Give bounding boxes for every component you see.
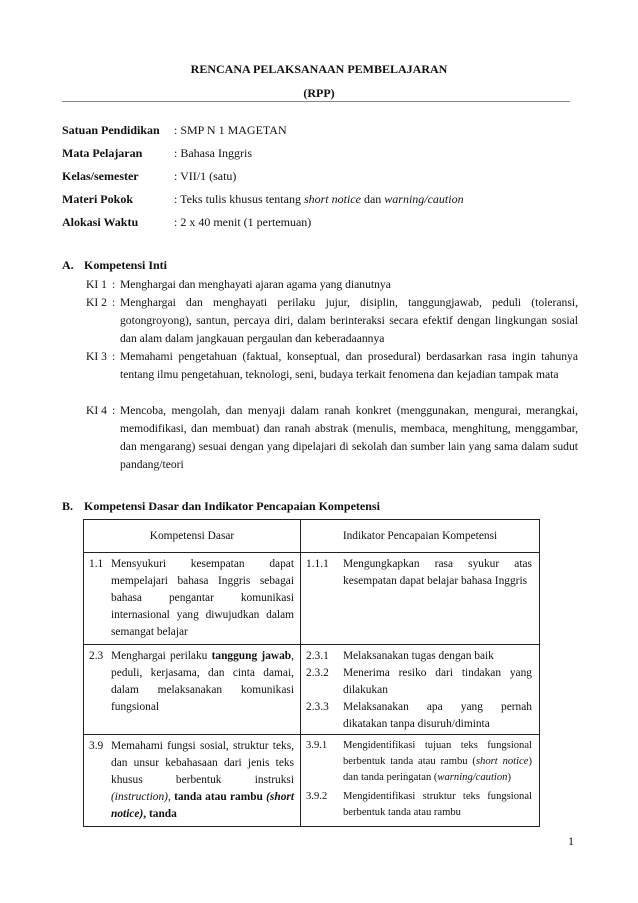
table-header-row: [84, 520, 540, 553]
identity-label: Mata Pelajaran: [62, 146, 143, 160]
identity-label: Kelas/semester: [62, 169, 139, 183]
indicator-cell: [301, 735, 540, 827]
title-divider: [62, 101, 570, 102]
ki-item: KI 2 : Menghargai dan menghayati perilaku jujur, disiplin, tanggungjawab, peduli (toleransi, gotongroyong), santun, percaya diri, dalam berinteraksi secara efektif dengan lingkungan sosial dan alam dalam jangkauan pergaulan dan keberadaannya: [86, 294, 578, 348]
ki-code: KI 3: [86, 350, 107, 363]
kd-cell: [84, 735, 301, 827]
ki-item: KI 3 : Memahami pengetahuan (faktual, konseptual, dan prosedural) berdasarkan rasa ingin tahunya tentang ilmu pengetahuan, teknologi, seni, budaya terkait fenomena dan kejadian tampak mata: [86, 348, 578, 384]
kd-number: 3.9: [89, 740, 104, 752]
identity-value: : SMP N 1 MAGETAN: [174, 123, 287, 137]
kd-text: Menghargai perilaku tanggung jawab, peduli, kerjasama, dan cinta damai, dalam melaksanakan komunikasi fungsional: [111, 650, 294, 713]
table-row: [84, 553, 540, 645]
section-b-heading: B. Kompetensi Dasar dan Indikator Pencapaian Kompetensi: [62, 499, 380, 513]
kd-text: Memahami fungsi sosial, struktur teks, dan unsur kebahasaan dari jenis teks khusus berbentuk instruksi (instruction), tanda atau rambu (short notice), tanda: [111, 740, 294, 820]
identity-value: : Teks tulis khusus tentang short notice dan warning/caution: [174, 192, 464, 206]
indicator-number: 3.9.1: [306, 740, 328, 751]
ki-item: KI 4 : Mencoba, mengolah, dan menyaji dalam ranah konkret (menggunakan, mengurai, merangkai, memodifikasi, dan membuat) dan ranah abstrak (menulis, membaca, menghitung, menggambar, dan mengarang) sesuai dengan yang dipelajari di sekolah dan sumber lain yang sama dalam sudut pandang/teori: [86, 402, 578, 474]
identity-value: : Bahasa Inggris: [174, 146, 252, 160]
indicator-text: Mengidentifikasi tujuan teks fungsional berbentuk tanda atau rambu (short notice) dan tanda peringatan (warning/caution): [343, 740, 532, 783]
identity-label: Satuan Pendidikan: [62, 123, 160, 137]
indicator-text: Menerima resiko dari tindakan yang dilakukan: [343, 667, 532, 696]
indicator-number: 3.9.2: [306, 791, 328, 802]
table-row: [84, 645, 540, 735]
ki-code: KI 2: [86, 296, 107, 309]
ki-text: Memahami pengetahuan (faktual, konseptual, dan prosedural) berdasarkan rasa ingin tahunya tentang ilmu pengetahuan, teknologi, seni, budaya terkait fenomena dan kejadian tampak mata: [120, 350, 578, 381]
indicator-cell: [301, 553, 540, 645]
indicator-cell: [301, 645, 540, 735]
table-row: [84, 735, 540, 827]
column-header-indicator: Indikator Pencapaian Kompetensi: [301, 520, 540, 553]
indicator-number: 2.3.3: [306, 701, 329, 713]
ki-text: Mencoba, mengolah, dan menyaji dalam ranah konkret (menggunakan, mengurai, merangkai, memodifikasi, dan membuat) dan ranah abstrak (menulis, membaca, menghitung, menggambar, dan mengarang) sesuai dengan yang dipelajari di sekolah dan sumber lain yang sama dalam sudut pandang/teori: [120, 404, 578, 471]
indicator-number: 2.3.2: [306, 667, 329, 679]
kd-number: 2.3: [89, 650, 104, 662]
page-number: 1: [568, 834, 574, 848]
indicator-text: Melaksanakan tugas dengan baik: [343, 650, 494, 662]
document-title: RENCANA PELAKSANAAN PEMBELAJARAN: [190, 62, 448, 76]
indicator-number: 2.3.1: [306, 650, 329, 662]
kd-cell: [84, 553, 301, 645]
competency-table: [83, 519, 540, 827]
kd-text: Mensyukuri kesempatan dapat mempelajari bahasa Inggris sebagai bahasa pengantar komunikasi internasional yang diwujudkan dalam semangat belajar: [111, 558, 294, 638]
indicator-text: Mengungkapkan rasa syukur atas kesempatan dapat belajar bahasa Inggris: [343, 558, 532, 587]
kd-cell: [84, 645, 301, 735]
column-header-kd: Kompetensi Dasar: [84, 520, 301, 553]
indicator-text: Mengidentifikasi struktur teks fungsional berbentuk tanda atau rambu: [343, 791, 532, 818]
kd-number: 1.1: [89, 558, 104, 570]
identity-value: : VII/1 (satu): [174, 169, 237, 183]
ki-code: KI 1: [86, 278, 107, 291]
indicator-text: Melaksanakan apa yang pernah dikatakan tanpa disuruh/diminta: [343, 701, 532, 730]
ki-code: KI 4: [86, 404, 107, 417]
section-a-heading: A. Kompetensi Inti: [62, 258, 168, 272]
indicator-number: 1.1.1: [306, 558, 329, 570]
identity-value: : 2 x 40 menit (1 pertemuan): [174, 215, 312, 229]
identity-label: Alokasi Waktu: [62, 215, 139, 229]
ki-text: Menghargai dan menghayati ajaran agama yang dianutnya: [120, 278, 391, 291]
ki-item: KI 1 : Menghargai dan menghayati ajaran agama yang dianutnya: [86, 276, 578, 294]
identity-label: Materi Pokok: [62, 192, 133, 206]
document-subtitle: (RPP): [303, 86, 335, 100]
ki-text: Menghargai dan menghayati perilaku jujur, disiplin, tanggungjawab, peduli (toleransi, gotongroyong), santun, percaya diri, dalam berinteraksi secara efektif dengan lingkungan sosial dan alam dalam jangkauan pergaulan dan keberadaannya: [120, 296, 578, 345]
